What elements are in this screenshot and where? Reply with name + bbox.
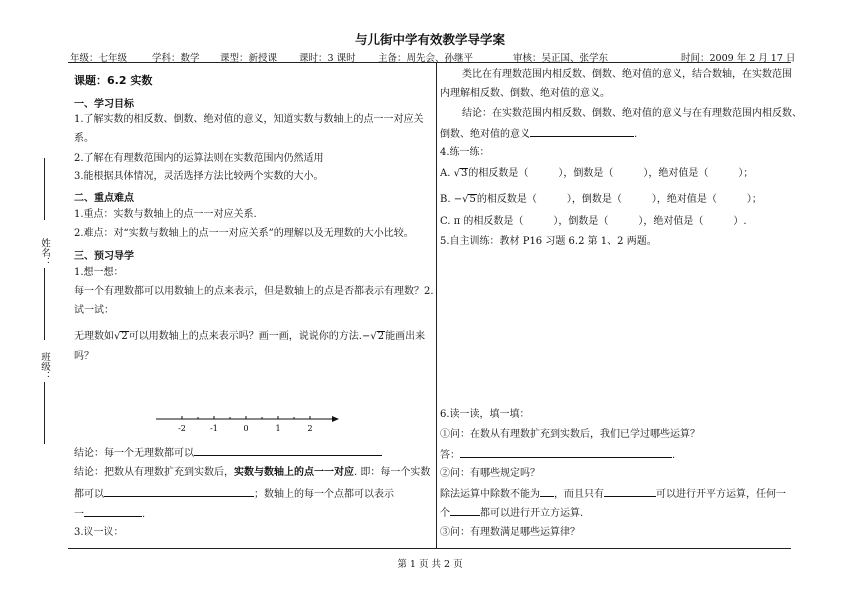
meta-lesson-type: 课型：新授课	[220, 53, 278, 64]
section-heading-goals: 一、学习目标	[74, 99, 134, 110]
key-point-1: 1.重点：实数与数轴上的点一一对应关系.	[74, 209, 257, 220]
answer-1-blank[interactable]	[460, 447, 672, 458]
side-class-label: 班级：	[39, 352, 50, 381]
analogy-line-2: 内理解相反数、倒数、绝对值的意义。	[440, 88, 610, 99]
try-label: 试一试：	[74, 305, 114, 316]
page-footer: 第 1 页 共 2 页	[397, 559, 463, 570]
header-rule	[68, 62, 791, 63]
try-question: 无理数如√2可以用数轴上的点来表示吗？画一画，说说你的方法.−√2能画出来	[74, 331, 426, 342]
side-name-label: 姓名：	[39, 238, 50, 267]
course-title: 课题：6.2 实数	[74, 74, 153, 87]
meta-date: 时间：2009 年 2 月 17 日	[681, 53, 796, 64]
column-divider	[436, 63, 437, 548]
meta-subject: 学科：数学	[152, 53, 200, 64]
bottom-rule	[68, 548, 791, 549]
answer-1: 答： .	[440, 447, 675, 463]
goal-3: 3.能根据具体情况，灵活选择方法比较两个实数的大小。	[74, 171, 324, 182]
rules-line-1: 除法运算中除数不能为 ，而且只有 可以进行开平方运算，任何一	[440, 486, 786, 502]
conclusion-2-blank[interactable]	[104, 486, 254, 497]
conclusion-2: 结论：把数从有理数扩充到实数后，实数与数轴上的点一一对应. 即：每一个实数	[74, 467, 431, 478]
meta-grade: 年级：七年级	[70, 53, 128, 64]
section-heading-preview: 三、预习导学	[74, 251, 134, 262]
meta-periods: 课时：3 课时	[299, 53, 356, 64]
conclusion-1-blank[interactable]	[194, 445, 382, 456]
right-conclusion-blank[interactable]	[530, 126, 634, 137]
side-line-middle	[44, 268, 45, 340]
question-3: ③问：有理数满足哪些运算律？	[440, 527, 580, 538]
goal-2: 2.了解在有理数范围内的运算法则在实数范围内仍然适用	[74, 153, 324, 164]
practice-b: B. −√5的相反数是（ ），倒数是（ ），绝对值是（ ）；	[440, 194, 762, 205]
key-point-2: 2.难点：对“实数与数轴上的点一一对应关系”的理解以及无理数的大小比较。	[74, 228, 414, 239]
axis-tick-label: -2	[178, 424, 186, 433]
sqrt-2-symbol: √2	[114, 331, 128, 342]
read-fill-heading: 6.读一读，填一填：	[440, 409, 530, 420]
side-line-top	[44, 158, 45, 220]
conclusion-3-blank[interactable]	[84, 506, 142, 517]
right-conclusion-1: 结论：在实数范围内相反数、倒数、绝对值的意义与在有理数范围内相反数、	[462, 108, 802, 119]
meta-reviewers: 审核：吴正国、张学东	[513, 53, 609, 64]
goal-1: 1.了解实数的相反数、倒数、绝对值的意义，知道实数与数轴上的点一一对应关	[74, 114, 424, 125]
rule-blank-3[interactable]	[450, 505, 480, 516]
try-question-cont: 吗？	[74, 351, 94, 362]
axis-tick-label: 1	[275, 424, 281, 433]
discuss-label: 3.议一议：	[74, 527, 124, 538]
rules-line-2: 个 都可以进行开立方运算.	[440, 505, 583, 521]
conclusion-1: 结论：每一个无理数都可以	[74, 445, 382, 461]
conclusion-2-end: 一 .	[74, 506, 145, 522]
question-2: ②问：有哪些规定吗？	[440, 468, 540, 479]
right-conclusion-2: 倒数、绝对值的意义 .	[440, 126, 637, 142]
axis-tick-label: 0	[243, 424, 249, 433]
question-1: ①问：在数从有理数扩充到实数后，我们已学过哪些运算？	[440, 429, 700, 440]
goal-1-cont: 系。	[74, 133, 94, 144]
meta-authors: 主备：周先会、孙继平	[378, 53, 474, 64]
number-line-arrow	[332, 416, 339, 422]
axis-tick-label: -1	[210, 424, 218, 433]
self-training: 5.自主训练：教材 P16 习题 6.2 第 1、2 两题。	[440, 236, 657, 247]
think-question: 每一个有理数都可以用数轴上的点来表示，但是数轴上的点是否都表示有理数？2.	[74, 286, 434, 297]
page-title: 与儿街中学有效教学导学案	[354, 32, 505, 47]
practice-a: A. √3的相反数是（ ），倒数是（ ），绝对值是（ ）；	[440, 168, 754, 179]
rule-blank-2[interactable]	[604, 486, 656, 497]
number-line	[150, 408, 340, 436]
practice-c: C. π 的相反数是（ ），倒数是（ ），绝对值是（ ）.	[440, 216, 747, 227]
practice-heading: 4.练一练：	[440, 147, 490, 158]
sqrt-2-symbol-negative: √2	[370, 331, 385, 342]
conclusion-2-cont: 都可以 ；数轴上的每一个点都可以表示	[74, 486, 394, 502]
analogy-line-1: 类比在有理数范围内相反数、倒数、绝对值的意义，结合数轴，在实数范围	[462, 69, 792, 80]
axis-tick-label: 2	[307, 424, 313, 433]
section-heading-key-points: 二、重点难点	[74, 193, 134, 204]
side-line-bottom	[44, 382, 45, 444]
rule-blank-1[interactable]	[540, 486, 554, 497]
think-label: 1.想一想：	[74, 267, 124, 278]
